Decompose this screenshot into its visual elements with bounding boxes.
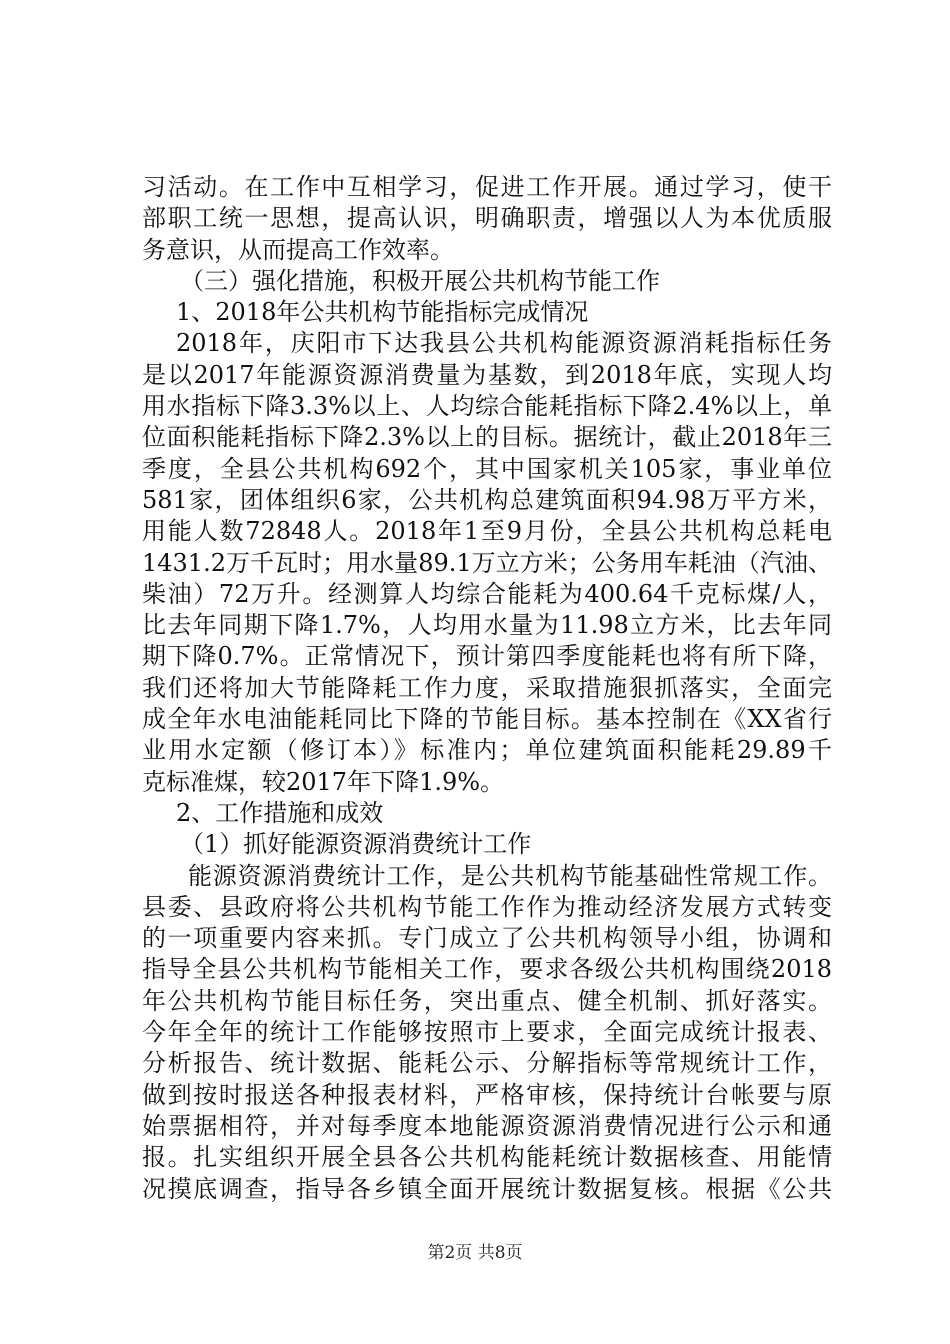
text-line: 季度，全县公共机构692个，其中国家机关105家，事业单位 [142,454,832,483]
text-line: 期下降0.7%。正常情况下，预计第四季度能耗也将有所下降， [142,642,832,671]
text-line: 1431.2万千瓦时；用水量89.1万立方米；公务用车耗油（汽油、 [142,548,832,577]
text-line: 克标准煤，较2017年下降1.9%。 [142,767,505,796]
subsection-heading: （1）抓好能源资源消费统计工作 [180,830,532,859]
text-line: 报。扎实组织开展全县各公共机构能耗统计数据核查、用能情 [142,1143,832,1172]
subsection-heading: 1、2018年公共机构节能指标完成情况 [176,298,589,327]
text-line: 581家，团体组织6家，公共机构总建筑面积94.98万平方米， [142,485,832,514]
text-line: 分析报告、统计数据、能耗公示、分解指标等常规统计工作， [142,1049,832,1078]
text-line: 的一项重要内容来抓。专门成立了公共机构领导小组，协调和 [142,924,832,953]
text-line: 务意识，从而提高工作效率。 [142,235,454,264]
text-line: 成全年水电油能耗同比下降的节能目标。基本控制在《XX省行 [142,705,832,734]
text-line: 位面积能耗指标下降2.3%以上的目标。据统计，截止2018年三 [142,423,832,452]
text-line: 年公共机构节能目标任务，突出重点、健全机制、抓好落实。 [142,986,832,1015]
section-heading: （三）强化措施，积极开展公共机构节能工作 [180,266,660,295]
text-line: 比去年同期下降1.7%，人均用水量为11.98立方米，比去年同 [142,611,832,640]
text-line: 用水指标下降3.3%以上、人均综合能耗指标下降2.4%以上，单 [142,392,832,421]
subsection-heading: 2、工作措施和成效 [176,798,384,827]
text-line: 始票据相符，并对每季度本地能源资源消费情况进行公示和通 [142,1111,832,1140]
page-number-footer: 第2页 共8页 [427,1243,523,1263]
text-line: 是以2017年能源资源消费量为基数，到2018年底，实现人均 [142,360,832,389]
text-line: 今年全年的统计工作能够按照市上要求，全面完成统计报表、 [142,1018,832,1047]
text-line: 部职工统一思想，提高认识，明确职责，增强以人为本优质服 [142,204,832,233]
text-line: 指导全县公共机构节能相关工作，要求各级公共机构围绕2018 [142,955,832,984]
document-body [142,172,832,1205]
text-line: 习活动。在工作中互相学习，促进工作开展。通过学习，使干 [142,173,832,201]
text-line: 用能人数72848人。2018年1至9月份，全县公共机构总耗电 [142,517,832,546]
text-line: 做到按时报送各种报表材料，严格审核，保持统计台帐要与原 [142,1080,832,1109]
text-line: 县委、县政府将公共机构节能工作作为推动经济发展方式转变 [142,892,832,921]
text-line: 柴油）72万升。经测算人均综合能耗为400.64千克标煤/人， [142,579,832,608]
text-line: 业用水定额（修订本）》标准内；单位建筑面积能耗29.89千 [142,736,832,765]
text-line: 我们还将加大节能降耗工作力度，采取措施狠抓落实，全面完 [142,673,832,702]
text-line: 能源资源消费统计工作，是公共机构节能基础性常规工作。 [188,861,832,890]
text-line: 况摸底调查，指导各乡镇全面开展统计数据复核。根据《公共 [142,1174,832,1203]
text-line: 2018年，庆阳市下达我县公共机构能源资源消耗指标任务 [176,329,832,358]
